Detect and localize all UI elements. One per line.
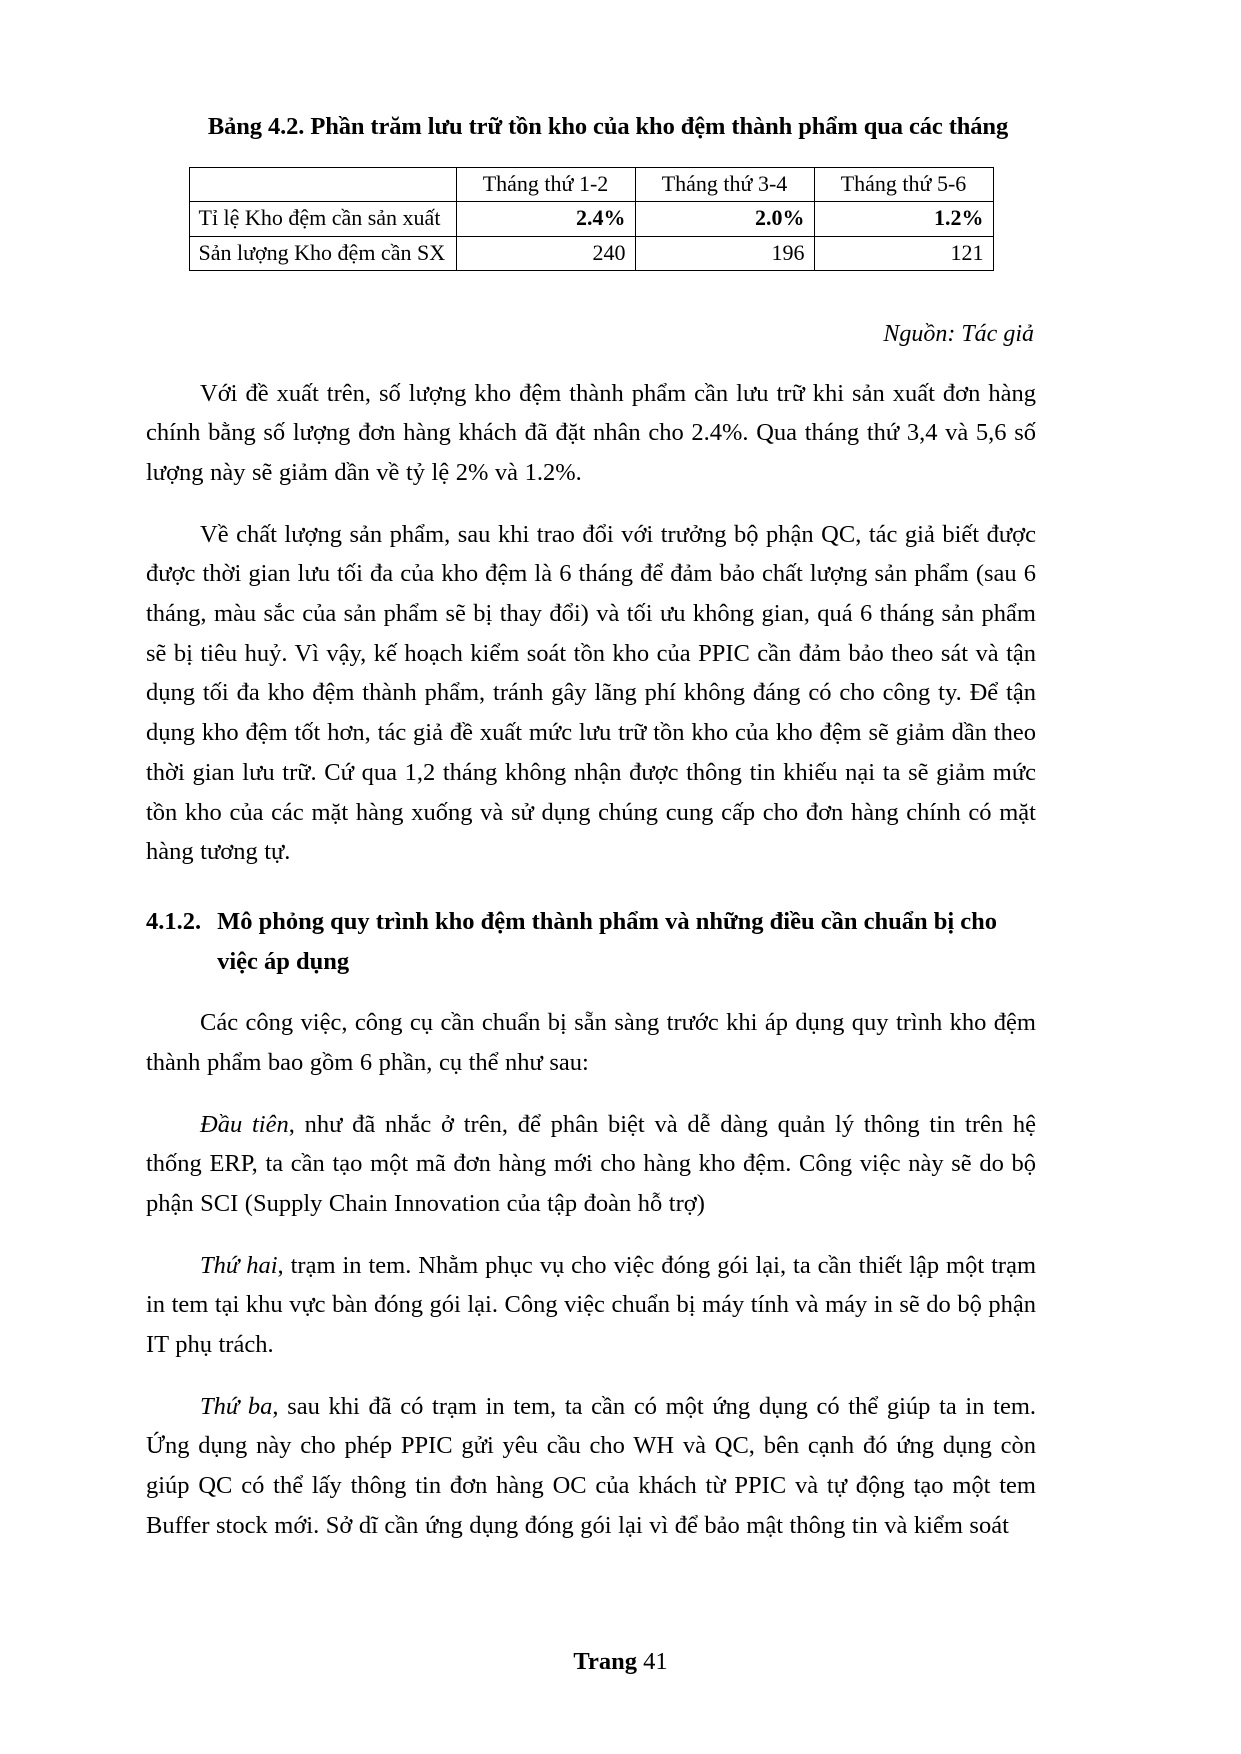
section-heading-412 xyxy=(146,902,1036,981)
table-cell-output-3-4: 196 xyxy=(635,236,814,270)
inventory-table xyxy=(189,167,994,270)
table-header-row xyxy=(189,168,993,202)
paragraph-4-lead: Đầu tiên xyxy=(200,1110,289,1138)
table-cell-ratio-5-6: 1.2% xyxy=(814,202,993,236)
table-cell-output-5-6: 121 xyxy=(814,236,993,270)
table-header-month-5-6: Tháng thứ 5-6 xyxy=(814,168,993,202)
paragraph-6-lead: Thứ ba xyxy=(200,1392,273,1420)
table-header-month-1-2: Tháng thứ 1-2 xyxy=(456,168,635,202)
footer-label: Trang xyxy=(573,1648,637,1675)
table-header-month-3-4: Tháng thứ 3-4 xyxy=(635,168,814,202)
table-cell-output-1-2: 240 xyxy=(456,236,635,270)
table-container xyxy=(146,167,1036,270)
paragraph-4-rest: , như đã nhắc ở trên, để phân biệt và dễ dàng quản lý thông tin trên hệ thống ERP, ta cần tạo một mã đơn hàng mới cho hàng kho đệm. Công việc này sẽ do bộ phận SCI (Supply Chain Innovation của tập đoàn hỗ trợ) xyxy=(146,1110,1036,1217)
paragraph-5-rest: , trạm in tem. Nhằm phục vụ cho việc đóng gói lại, ta cần thiết lập một trạm in tem tại khu vực bàn đóng gói lại. Công việc chuẩn bị máy tính và máy in sẽ do bộ phận IT phụ trách. xyxy=(146,1251,1036,1359)
paragraph-2: Về chất lượng sản phẩm, sau khi trao đổi với trưởng bộ phận QC, tác giả biết được được thời gian lưu tối đa của kho đệm là 6 tháng để đảm bảo chất lượng sản phẩm (sau 6 tháng, màu sắc của sản phẩm sẽ bị thay đổi) và tối ưu không gian, quá 6 tháng sản phẩm sẽ bị tiêu huỷ. Vì vậy, kế hoạch kiểm soát tồn kho của PPIC cần đảm bảo theo sát và tận dụng tối đa kho đệm thành phẩm, tránh gây lãng phí không đáng có cho công ty. Để tận dụng kho đệm tốt hơn, tác giả đề xuất mức lưu trữ tồn kho của kho đệm sẽ giảm dần theo thời gian lưu trữ. Cứ qua 1,2 tháng không nhận được thông tin khiếu nại ta sẽ giảm mức tồn kho của các mặt hàng xuống và sử dụng chúng cung cấp cho đơn hàng chính có mặt hàng tương tự. xyxy=(146,520,1036,866)
page-footer xyxy=(0,1648,1241,1676)
table-row xyxy=(189,236,993,270)
table-cell-ratio-3-4: 2.0% xyxy=(635,202,814,236)
paragraph-3: Các công việc, công cụ cần chuẩn bị sẵn sàng trước khi áp dụng quy trình kho đệm thành phẩm bao gồm 6 phần, cụ thể như sau: xyxy=(146,1009,1036,1076)
table-row-label-ratio: Tỉ lệ Kho đệm cần sản xuất xyxy=(189,202,456,236)
footer-page-number: 41 xyxy=(643,1648,668,1675)
table-corner-cell xyxy=(189,168,456,202)
paragraph-6-rest: , sau khi đã có trạm in tem, ta cần có một ứng dụng có thể giúp ta in tem. Ứng dụng này cho phép PPIC gửi yêu cầu cho WH và QC, bên cạnh đó ứng dụng còn giúp QC có thể lấy thông tin đơn hàng OC của khách từ PPIC và tự động tạo một tem Buffer stock mới. Sở dĩ cần ứng dụng đóng gói lại vì để bảo mật thông tin và kiểm soát xyxy=(146,1392,1036,1539)
table-row xyxy=(189,202,993,236)
section-heading-number: 4.1.2. xyxy=(146,907,202,935)
page-content xyxy=(146,112,1036,1546)
paragraph-1: Với đề xuất trên, số lượng kho đệm thành phẩm cần lưu trữ khi sản xuất đơn hàng chính bằng số lượng đơn hàng khách đã đặt nhân cho 2.4%. Qua tháng thứ 3,4 và 5,6 số lượng này sẽ giảm dần về tỷ lệ 2% và 1.2%. xyxy=(146,379,1036,486)
table-cell-ratio-1-2: 2.4% xyxy=(456,202,635,236)
paragraph-5-lead: Thứ hai xyxy=(200,1251,278,1279)
paragraph-6 xyxy=(146,1387,1036,1546)
source-attribution: Nguồn: Tác giả xyxy=(883,320,1034,347)
paragraph-5 xyxy=(146,1246,1036,1365)
table-row-label-output: Sản lượng Kho đệm cần SX xyxy=(189,236,456,270)
section-heading-text: Mô phỏng quy trình kho đệm thành phẩm và những điều cần chuẩn bị cho việc áp dụng xyxy=(217,907,998,975)
paragraph-4 xyxy=(146,1105,1036,1224)
table-caption: Bảng 4.2. Phần trăm lưu trữ tồn kho của kho đệm thành phẩm qua các tháng xyxy=(207,113,1009,140)
